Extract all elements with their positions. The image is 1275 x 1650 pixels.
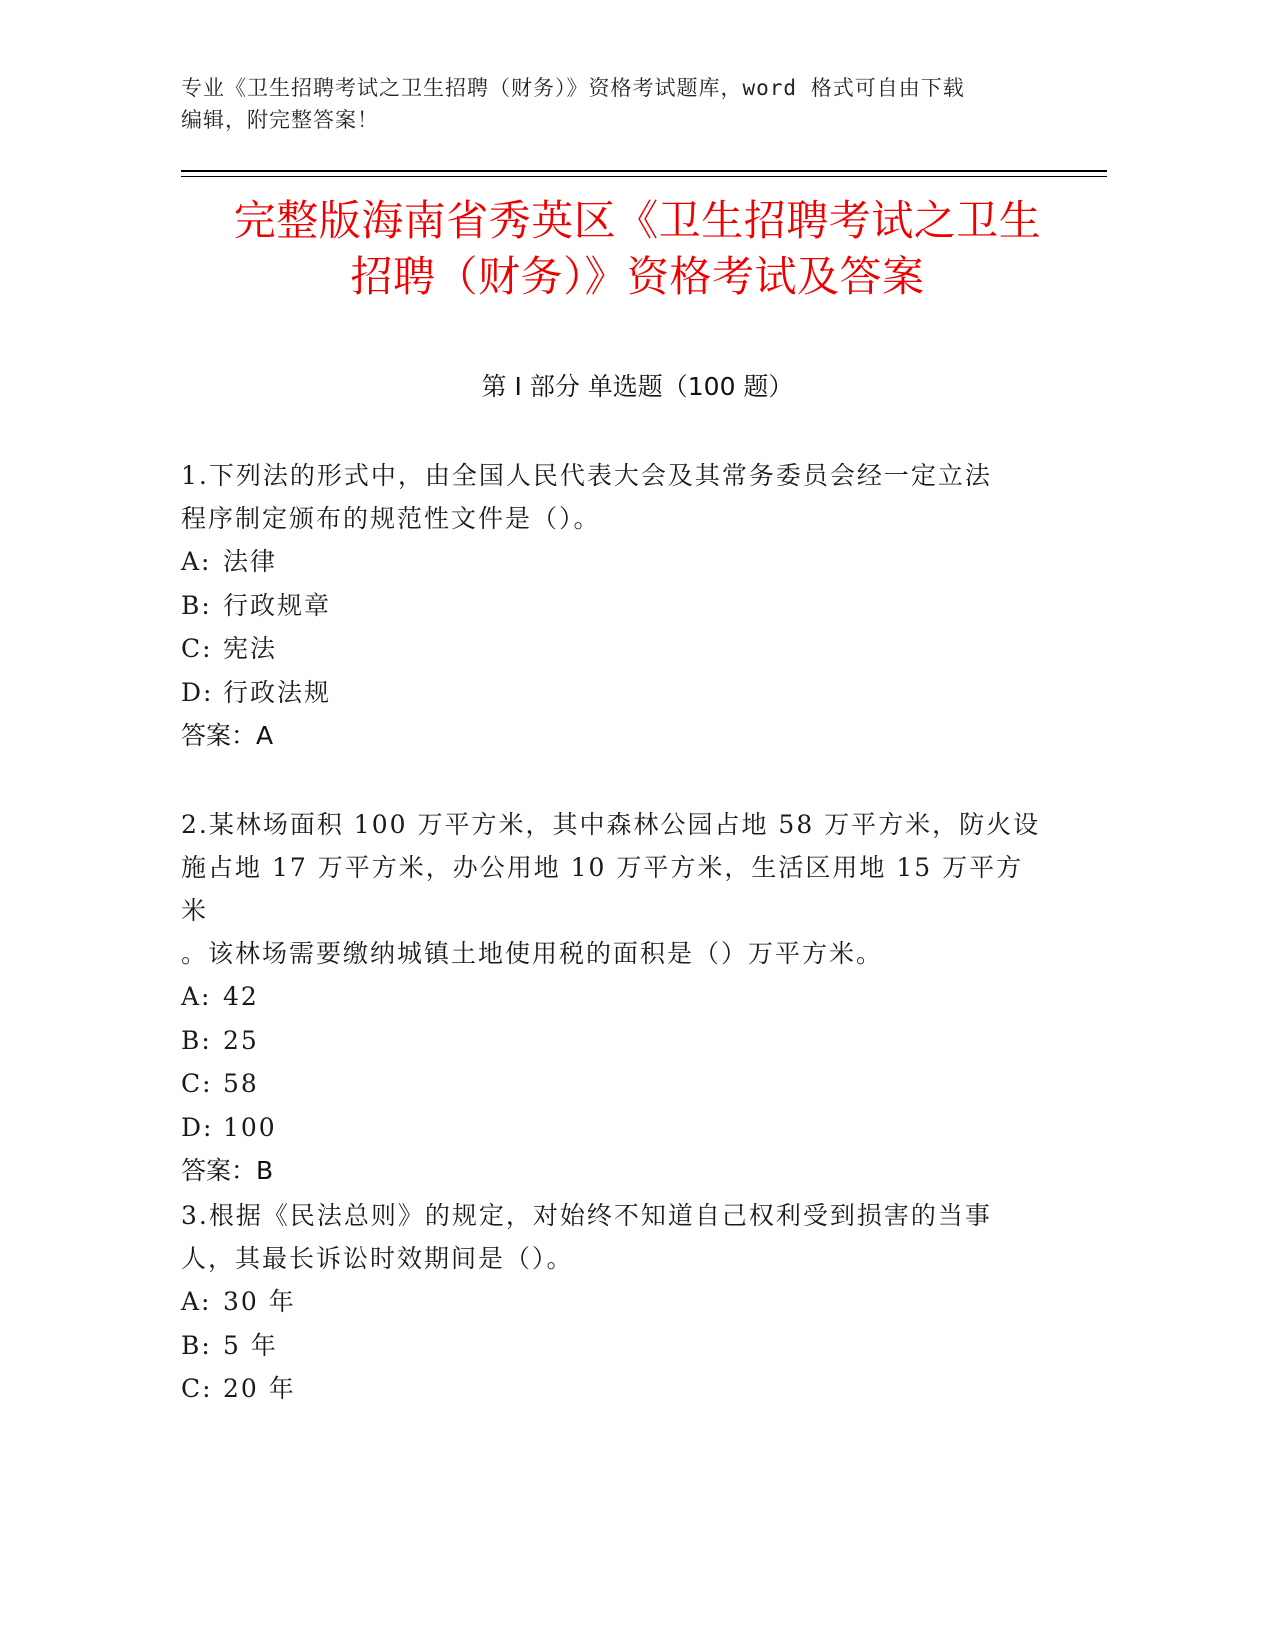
option-text: 法律: [223, 547, 278, 576]
option-text: 宪法: [223, 634, 278, 663]
header-rule-thin: [181, 176, 1107, 177]
option-key: B:: [181, 1025, 212, 1055]
option-key: A:: [181, 982, 212, 1011]
answer-line: 答案：B: [181, 1156, 274, 1185]
question-stem-line: 2.某林场面积 100 万平方米，其中森林公园占地 58 万平方米，防火设: [181, 810, 1041, 839]
document-title: [140, 193, 1135, 305]
option-key: C:: [181, 634, 213, 663]
option-b: [181, 1324, 1041, 1368]
header-note-line-1: 专业《卫生招聘考试之卫生招聘（财务）》资格考试题库，word 格式可自由下载: [181, 76, 965, 100]
document-title-line-2: 招聘（财务）》资格考试及答案: [350, 252, 925, 301]
option-key: C:: [181, 1069, 213, 1098]
option-text: 20 年: [223, 1374, 296, 1403]
question-stem-line: 施占地 17 万平方米，办公用地 10 万平方米，生活区用地 15 万平方米: [181, 853, 1024, 925]
section-title: 第 I 部分 单选题（100 题）: [481, 372, 794, 401]
question-stem-line: 。该林场需要缴纳城镇土地使用税的面积是（）万平方米。: [181, 939, 884, 968]
option-text: 25: [223, 1025, 259, 1055]
question-stem-line: 1.下列法的形式中，由全国人民代表大会及其常务委员会经一定立法: [181, 461, 992, 490]
option-c: [181, 1367, 1041, 1411]
option-key: D:: [181, 1112, 214, 1142]
question-stem-line: 3.根据《民法总则》的规定，对始终不知道自己权利受到损害的当事: [181, 1201, 992, 1230]
option-key: C:: [181, 1374, 213, 1403]
question-stem: [181, 454, 1041, 540]
question-stem: [181, 1194, 1041, 1280]
option-key: A:: [181, 1287, 212, 1316]
option-text: 58: [223, 1069, 259, 1098]
option-text: 行政法规: [223, 677, 332, 707]
header-note: [181, 72, 1041, 136]
question-stem: [181, 803, 1041, 975]
option-key: D:: [181, 677, 214, 707]
option-d: [181, 1106, 1041, 1150]
option-d: [181, 671, 1041, 715]
option-b: [181, 1019, 1041, 1063]
option-c: [181, 1062, 1041, 1106]
question-stem-line: 人，其最长诉讼时效期间是（）。: [181, 1244, 574, 1273]
question-stem-line: 程序制定颁布的规范性文件是（）。: [181, 504, 601, 533]
option-a: [181, 975, 1041, 1019]
answer-line: 答案：A: [181, 721, 274, 750]
question-3: [181, 1194, 1041, 1411]
header-note-line-2: 编辑，附完整答案！: [181, 108, 379, 132]
question-1: [181, 454, 1041, 758]
option-c: [181, 627, 1041, 671]
option-text: 5 年: [223, 1330, 278, 1360]
option-a: [181, 540, 1041, 584]
option-text: 30 年: [223, 1287, 296, 1316]
question-2: [181, 803, 1041, 1193]
option-text: 行政规章: [223, 590, 332, 620]
option-key: B:: [181, 590, 212, 620]
option-key: A:: [181, 547, 212, 576]
header-rule-thick: [181, 170, 1107, 172]
option-a: [181, 1280, 1041, 1324]
option-b: [181, 584, 1041, 628]
option-key: B:: [181, 1330, 212, 1360]
document-title-line-1: 完整版海南省秀英区《卫生招聘考试之卫生: [233, 196, 1042, 245]
option-text: 42: [223, 982, 259, 1011]
option-text: 100: [223, 1112, 277, 1142]
